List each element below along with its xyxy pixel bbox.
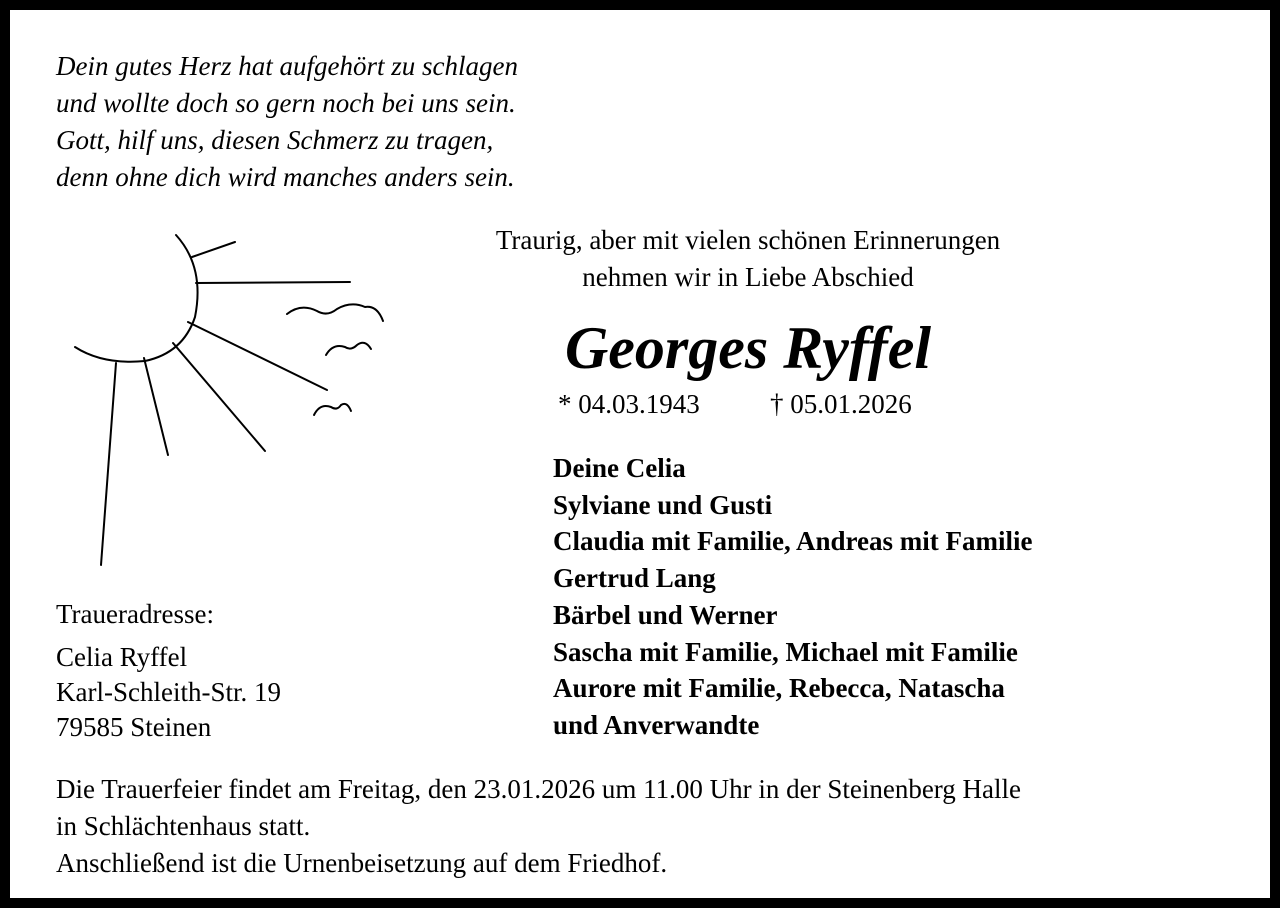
bird — [314, 404, 351, 415]
footer-line: in Schlächtenhaus statt. — [56, 811, 311, 841]
intro-line: Traurig, aber mit vielen schönen Erinnerungen — [495, 225, 1001, 255]
intro-line: nehmen wir in Liebe Abschied — [582, 262, 914, 292]
sun-ray — [188, 322, 327, 390]
poem — [56, 48, 518, 196]
farewell-intro — [430, 222, 1066, 296]
mourning-address — [56, 640, 281, 745]
bird — [287, 304, 383, 321]
address-line: Celia Ryffel — [56, 642, 188, 672]
sun-arc — [75, 235, 198, 362]
address-line: Karl-Schleith-Str. 19 — [56, 677, 281, 707]
mourners-list — [553, 450, 1032, 744]
mourner-line: Gertrud Lang — [553, 563, 716, 594]
mourner-line: Claudia mit Familie, Andreas mit Familie — [553, 526, 1033, 557]
death-date: † 05.01.2026 — [770, 389, 912, 419]
footer-line: Die Trauerfeier findet am Freitag, den 23.01.2026 um 11.00 Uhr in der Steinenberg Halle — [56, 774, 1022, 804]
sun-ray — [173, 343, 265, 451]
sun-ray — [144, 358, 168, 455]
sun-ray — [196, 282, 350, 283]
deceased-name: Georges Ryffel — [564, 315, 932, 381]
poem-line: Dein gutes Herz hat aufgehört zu schlagen — [56, 51, 518, 81]
poem-line: Gott, hilf uns, diesen Schmerz zu tragen, — [56, 125, 494, 155]
funeral-details — [56, 771, 1021, 882]
address-label: Traueradresse: — [56, 599, 214, 629]
sun-ray — [101, 363, 116, 565]
mourner-line: Deine Celia — [553, 453, 686, 483]
mourner-line: Bärbel und Werner — [553, 599, 778, 630]
footer-line: Anschließend ist die Urnenbeisetzung auf dem Friedhof. — [56, 848, 668, 878]
address-line: 79585 Steinen — [56, 712, 212, 742]
mourner-line: Aurore mit Familie, Rebecca, Natascha — [553, 673, 1005, 704]
birth-date: * 04.03.1943 — [558, 389, 700, 419]
mourner-line: Sascha mit Familie, Michael mit Familie — [553, 636, 1018, 667]
mourner-line: Sylviane und Gusti — [553, 489, 773, 520]
poem-line: denn ohne dich wird manches anders sein. — [56, 162, 515, 192]
mourner-line: und Anverwandte — [553, 709, 760, 740]
sun-with-birds-illustration — [65, 225, 395, 575]
poem-line: und wollte doch so gern noch bei uns sein. — [56, 88, 516, 118]
bird — [326, 343, 371, 355]
sun-ray — [192, 242, 235, 257]
